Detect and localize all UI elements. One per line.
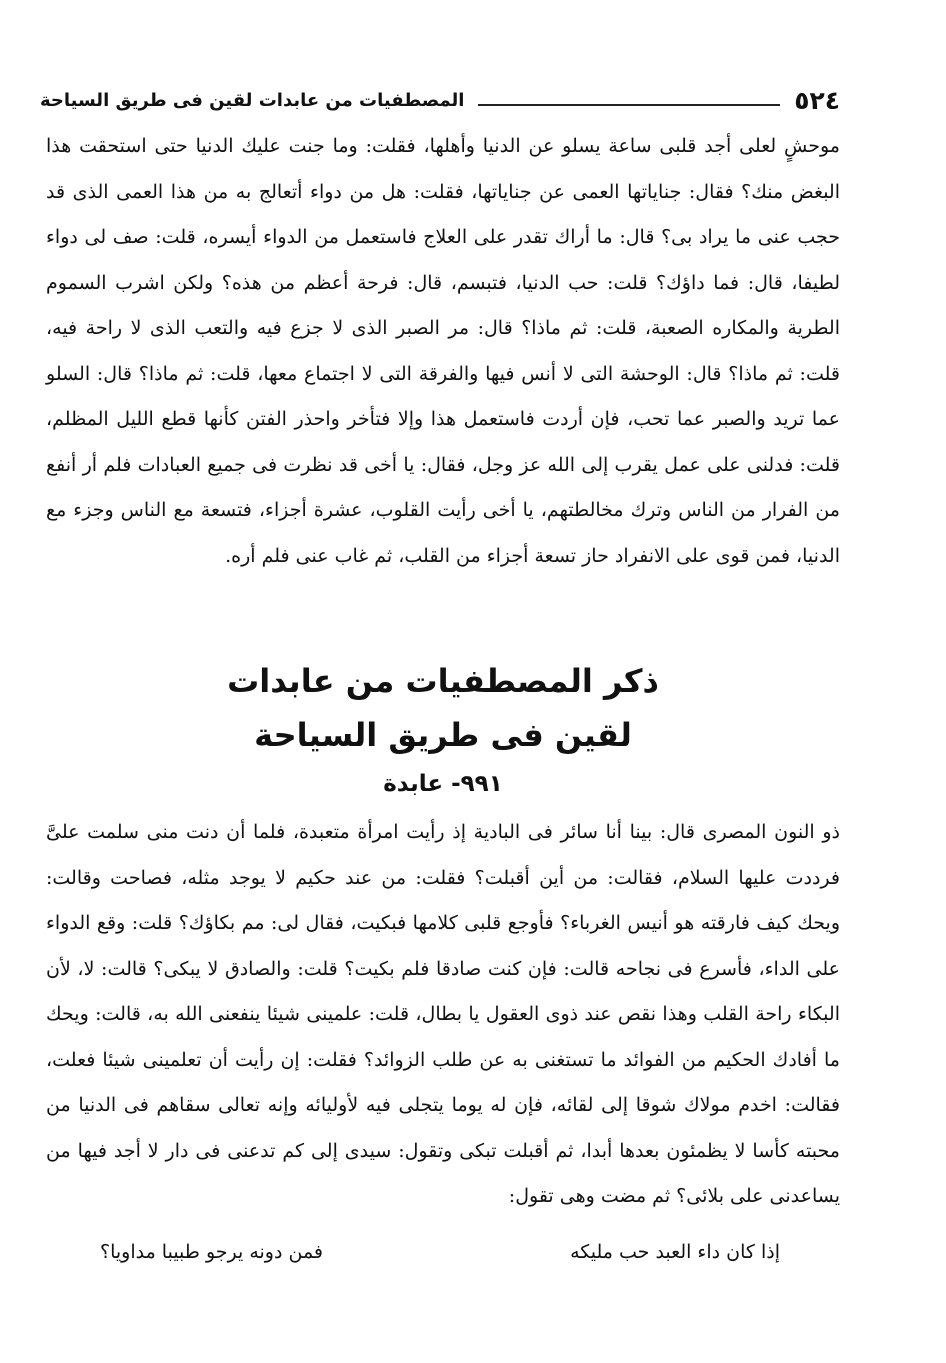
section-title-line-2: لقين فى طريق السياحة xyxy=(254,716,632,754)
paragraph-text: ذو النون المصرى قال: بينا أنا سائر فى البادية إذ رأيت امرأة متعبدة، فلما أن دنت منى سلمت علىَّ فرددت عليها السلام، فقالت: من أين أقبلت؟ فقلت: من عند حكيم لا يوجد مثله، فصاحت وقالت: ويحك كيف فارقته هو أنيس الغرباء؟ فأوجع قلبى كلامها فبكيت، فقال لى: مم بكاؤك؟ قلت: وقع الدواء على الداء، فأسرع فى نجاحه قالت: فإن كنت صادقا فلم بكيت؟ قلت: والصادق لا يبكى؟ قالت: لا، لأن البكاء راحة القلب وهذا نقص عند ذوى العقول يا بطال، قلت: علمينى شيئا ينفعنى الله به، قالت: ويحك ما أفادك الحكيم من الفوائد ما تستغنى به عن طلب الزوائد؟ فقلت: إن رأيت أن تعلمينى شيئا فعلت، فقالت: اخدم مولاك شوقا إلى لقائه، فإن له يوما يتجلى فيه لأوليائه وإنه تعالى سقاهم فى الدنيا من محبته كأسا لا يظمئون بعدها أبدا، ثم أقبلت تبكى وتقول: سيدى إلى كم تدعنى فى دار لا أجد فيها من يساعدنى على بلائى؟ ثم مضت وهى تقول: xyxy=(46,821,840,1207)
page-number: ٥٢٤ xyxy=(794,86,840,115)
paragraph-text: موحشٍ لعلى أجد قلبى ساعة يسلو عن الدنيا وأهلها، فقلت: وما جنت عليك الدنيا حتى استحقت هذا البغض منك؟ فقال: جناياتها العمى عن جناياتها، فقلت: هل من دواء أتعالج به من هذا العمى الذى قد حجب عنى ما يراد بى؟ قال: ما أراك تقدر على العلاج فاستعمل من الدواء أيسره، قلت: صف لى دواء لطيفا، قال: فما داؤك؟ قلت: حب الدنيا، فتبسم، قال: فرحة أعظم من هذه؟ ولكن اشرب السموم الطرية والمكاره الصعبة، قلت: ثم ماذا؟ قال: مر الصبر الذى لا جزع فيه والتعب الذى لا راحة فيه، قلت: ثم ماذا؟ قال: الوحشة التى لا أنس فيها والفرقة التى لا اجتماع معها، قلت: ثم ماذا؟ قال: السلو عما تريد والصبر عما تحب، فإن أردت فاستعمل هذا وإلا فتأخر واحذر الفتن كأنها قطع الليل المظلم، قلت: فدلنى على عمل يقرب إلى الله عز وجل، فقال: يا أخى قد نظرت فى جميع العبادات فلم أر أنفع من الفرار من الناس وترك مخالطتهم، يا أخى رأيت القلوب، عشرة أجزاء، فتسعة مع الناس وجزء مع الدنيا، فمن قوى على الانفراد حاز تسعة أجزاء من القلب، ثم غاب عنى فلم أره. xyxy=(46,135,840,567)
running-title: المصطفيات من عابدات لقين فى طريق السياحة xyxy=(40,90,465,111)
running-header xyxy=(40,82,840,116)
entry-heading: ٩٩١- عابدة xyxy=(383,771,503,797)
header-rule xyxy=(478,104,780,106)
body-paragraph-continued xyxy=(46,124,840,579)
body-paragraph-main xyxy=(46,810,840,1220)
poem-first-hemistich: إذا كان داء العبد حب مليكه xyxy=(570,1241,780,1263)
poem-verse xyxy=(100,1232,780,1272)
section-title-line-1: ذكر المصطفيات من عابدات xyxy=(227,662,659,700)
poem-second-hemistich: فمن دونه يرجو طبيبا مداويا؟ xyxy=(100,1241,324,1263)
section-heading xyxy=(46,654,840,804)
